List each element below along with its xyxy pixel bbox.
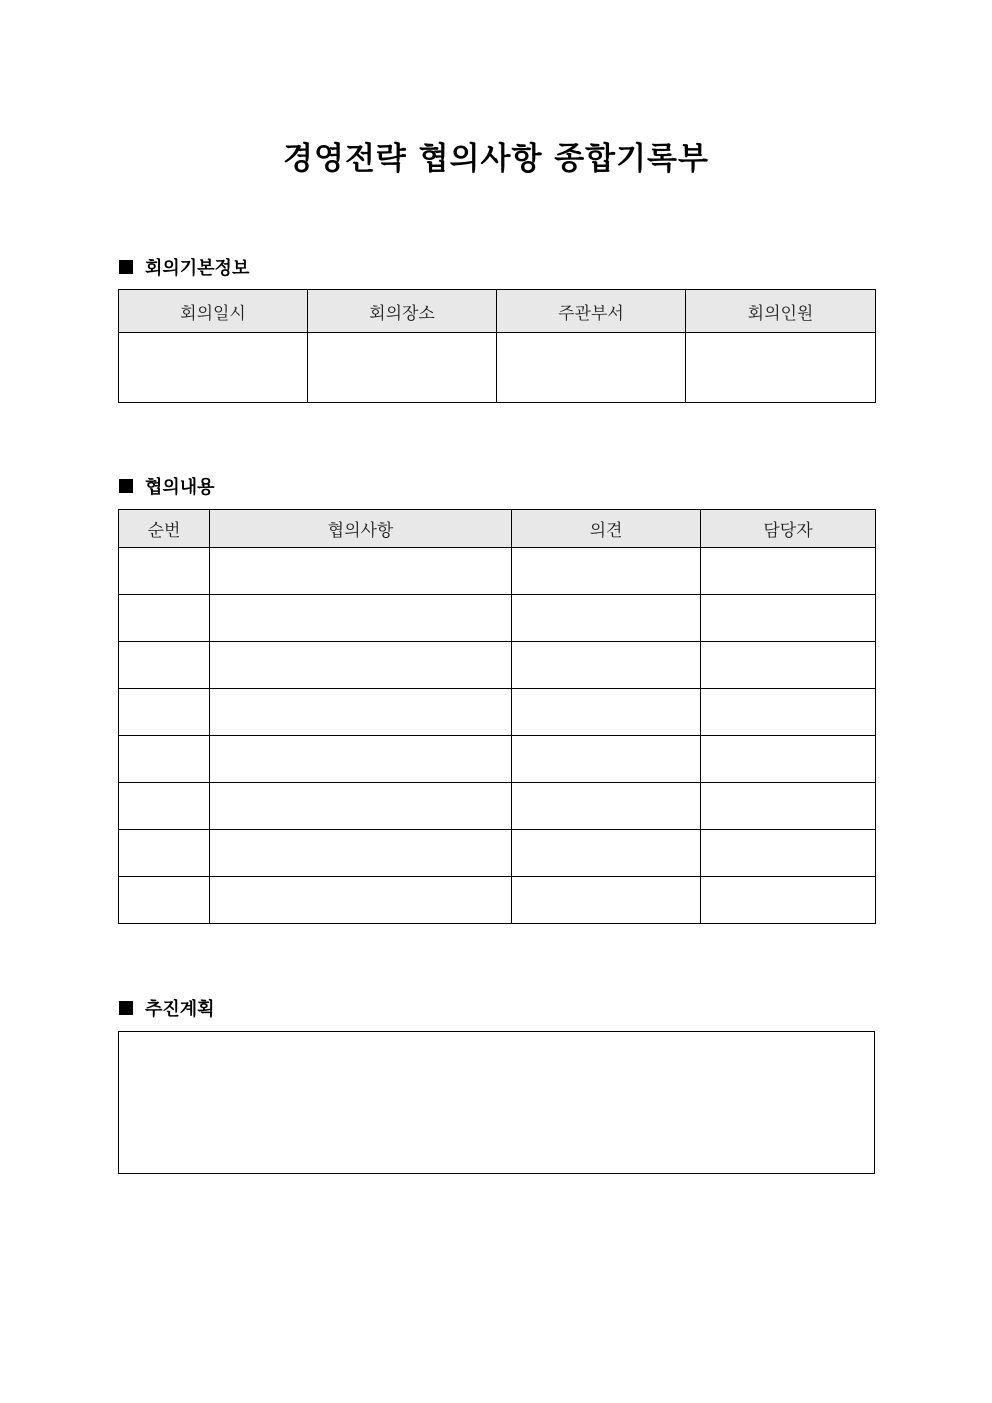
- discussion-item-cell[interactable]: [210, 548, 512, 595]
- discussion-table: [118, 509, 876, 924]
- person-in-charge-cell[interactable]: [701, 642, 876, 689]
- person-in-charge-cell[interactable]: [701, 736, 876, 783]
- attendees-cell[interactable]: [686, 333, 876, 403]
- square-bullet-icon: [119, 479, 133, 493]
- action-plan-box[interactable]: [118, 1031, 875, 1174]
- number-cell[interactable]: [119, 595, 210, 642]
- number-cell[interactable]: [119, 877, 210, 924]
- table-row: [119, 333, 876, 403]
- opinion-cell[interactable]: [512, 595, 701, 642]
- square-bullet-icon: [119, 260, 133, 274]
- section-heading-basic-info: [119, 254, 249, 280]
- person-in-charge-cell[interactable]: [701, 783, 876, 830]
- meeting-place-cell[interactable]: [308, 333, 497, 403]
- number-cell[interactable]: [119, 736, 210, 783]
- header-meeting-place: 회의장소: [308, 290, 497, 333]
- header-host-department: 주관부서: [497, 290, 686, 333]
- opinion-cell[interactable]: [512, 548, 701, 595]
- number-cell[interactable]: [119, 783, 210, 830]
- opinion-cell[interactable]: [512, 877, 701, 924]
- opinion-cell[interactable]: [512, 642, 701, 689]
- header-number: 순번: [119, 510, 210, 548]
- table-row: [119, 783, 876, 830]
- meeting-datetime-cell[interactable]: [119, 333, 308, 403]
- number-cell[interactable]: [119, 830, 210, 877]
- basic-info-table: [118, 289, 876, 403]
- person-in-charge-cell[interactable]: [701, 548, 876, 595]
- header-attendees: 회의인원: [686, 290, 876, 333]
- square-bullet-icon: [119, 1001, 133, 1015]
- discussion-item-cell[interactable]: [210, 642, 512, 689]
- discussion-item-cell[interactable]: [210, 689, 512, 736]
- discussion-item-cell[interactable]: [210, 877, 512, 924]
- number-cell[interactable]: [119, 548, 210, 595]
- discussion-item-cell[interactable]: [210, 783, 512, 830]
- section-heading-label: 협의내용: [145, 477, 215, 498]
- header-person-in-charge: 담당자: [701, 510, 876, 548]
- section-heading-action-plan: [119, 995, 215, 1021]
- header-opinion: 의견: [512, 510, 701, 548]
- person-in-charge-cell[interactable]: [701, 830, 876, 877]
- section-heading-discussion: [119, 473, 215, 499]
- person-in-charge-cell[interactable]: [701, 877, 876, 924]
- person-in-charge-cell[interactable]: [701, 689, 876, 736]
- header-meeting-datetime: 회의일시: [119, 290, 308, 333]
- table-row: [119, 642, 876, 689]
- table-row: [119, 595, 876, 642]
- header-discussion-item: 협의사항: [210, 510, 512, 548]
- section-heading-label: 추진계획: [145, 999, 215, 1020]
- opinion-cell[interactable]: [512, 736, 701, 783]
- number-cell[interactable]: [119, 642, 210, 689]
- opinion-cell[interactable]: [512, 689, 701, 736]
- table-row: [119, 830, 876, 877]
- document-title: 경영전략 협의사항 종합기록부: [283, 141, 709, 177]
- table-row: [119, 689, 876, 736]
- number-cell[interactable]: [119, 689, 210, 736]
- table-row: [119, 736, 876, 783]
- discussion-item-cell[interactable]: [210, 595, 512, 642]
- discussion-item-cell[interactable]: [210, 736, 512, 783]
- table-header-row: [119, 510, 876, 548]
- table-row: [119, 548, 876, 595]
- discussion-item-cell[interactable]: [210, 830, 512, 877]
- person-in-charge-cell[interactable]: [701, 595, 876, 642]
- table-header-row: [119, 290, 876, 333]
- opinion-cell[interactable]: [512, 783, 701, 830]
- section-heading-label: 회의기본정보: [145, 258, 250, 279]
- host-department-cell[interactable]: [497, 333, 686, 403]
- opinion-cell[interactable]: [512, 830, 701, 877]
- table-row: [119, 877, 876, 924]
